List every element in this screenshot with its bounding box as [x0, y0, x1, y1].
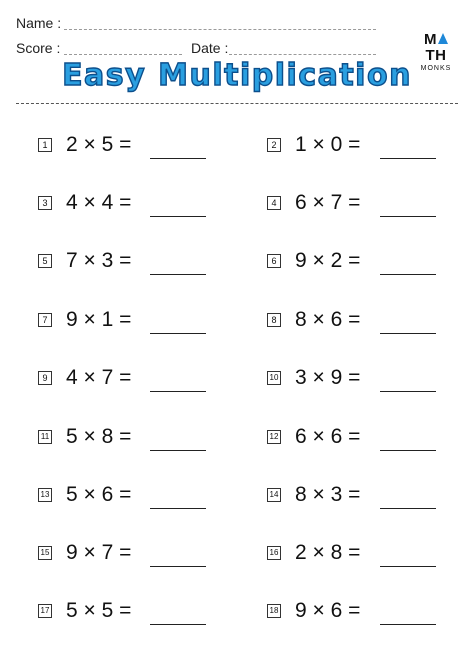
problem-9 — [38, 366, 213, 392]
problem-number: 4 — [267, 196, 281, 210]
logo-letter-m: M — [424, 31, 437, 48]
problem-5 — [38, 249, 213, 275]
answer-blank[interactable] — [150, 274, 206, 275]
problem-expression: 8 × 3 = — [295, 483, 361, 506]
answer-blank[interactable] — [150, 333, 206, 334]
name-input-line[interactable] — [64, 29, 376, 30]
problem-15 — [38, 541, 213, 567]
problem-number: 7 — [38, 313, 52, 327]
name-label: Name : — [16, 15, 62, 31]
problem-number: 3 — [38, 196, 52, 210]
answer-blank[interactable] — [380, 450, 436, 451]
problem-10 — [267, 366, 442, 392]
problem-number: 10 — [267, 371, 281, 385]
problem-expression: 5 × 8 = — [66, 425, 132, 448]
problem-2 — [267, 133, 442, 159]
problem-number: 17 — [38, 604, 52, 618]
title-divider — [16, 103, 458, 104]
answer-blank[interactable] — [150, 391, 206, 392]
answer-blank[interactable] — [380, 216, 436, 217]
problem-16 — [267, 541, 442, 567]
problem-expression: 7 × 3 = — [66, 249, 132, 272]
date-label: Date : — [191, 40, 229, 56]
problem-expression: 9 × 1 = — [66, 308, 132, 331]
problem-7 — [38, 308, 213, 334]
problem-expression: 9 × 6 = — [295, 599, 361, 622]
problem-4 — [267, 191, 442, 217]
problem-expression: 4 × 7 = — [66, 366, 132, 389]
logo-subtitle: MONKS — [420, 65, 452, 72]
problem-expression: 1 × 0 = — [295, 133, 361, 156]
problem-number: 16 — [267, 546, 281, 560]
score-label: Score : — [16, 40, 61, 56]
problem-11 — [38, 425, 213, 451]
problem-number: 1 — [38, 138, 52, 152]
problem-expression: 5 × 5 = — [66, 599, 132, 622]
problem-number: 9 — [38, 371, 52, 385]
answer-blank[interactable] — [150, 624, 206, 625]
problem-number: 13 — [38, 488, 52, 502]
problem-13 — [38, 483, 213, 509]
problem-17 — [38, 599, 213, 625]
worksheet-title: Easy Multiplication — [62, 58, 412, 93]
problem-6 — [267, 249, 442, 275]
problem-number: 8 — [267, 313, 281, 327]
problem-12 — [267, 425, 442, 451]
problem-number: 2 — [267, 138, 281, 152]
triangle-icon — [438, 33, 448, 44]
problem-expression: 6 × 6 = — [295, 425, 361, 448]
problem-expression: 3 × 9 = — [295, 366, 361, 389]
problem-number: 11 — [38, 430, 52, 444]
score-input-line[interactable] — [64, 54, 182, 55]
problem-14 — [267, 483, 442, 509]
answer-blank[interactable] — [150, 508, 206, 509]
answer-blank[interactable] — [150, 566, 206, 567]
problem-expression: 9 × 2 = — [295, 249, 361, 272]
problem-expression: 2 × 5 = — [66, 133, 132, 156]
answer-blank[interactable] — [380, 624, 436, 625]
answer-blank[interactable] — [380, 508, 436, 509]
problem-number: 6 — [267, 254, 281, 268]
problem-number: 14 — [267, 488, 281, 502]
problem-expression: 2 × 8 = — [295, 541, 361, 564]
problem-expression: 9 × 7 = — [66, 541, 132, 564]
problem-expression: 8 × 6 = — [295, 308, 361, 331]
problem-1 — [38, 133, 213, 159]
problem-expression: 5 × 6 = — [66, 483, 132, 506]
problem-18 — [267, 599, 442, 625]
date-input-line[interactable] — [229, 54, 376, 55]
answer-blank[interactable] — [380, 391, 436, 392]
problem-number: 12 — [267, 430, 281, 444]
problem-8 — [267, 308, 442, 334]
problem-3 — [38, 191, 213, 217]
answer-blank[interactable] — [150, 216, 206, 217]
answer-blank[interactable] — [380, 333, 436, 334]
answer-blank[interactable] — [380, 566, 436, 567]
answer-blank[interactable] — [150, 450, 206, 451]
answer-blank[interactable] — [150, 158, 206, 159]
problem-expression: 6 × 7 = — [295, 191, 361, 214]
answer-blank[interactable] — [380, 158, 436, 159]
problem-number: 15 — [38, 546, 52, 560]
problem-number: 18 — [267, 604, 281, 618]
problem-number: 5 — [38, 254, 52, 268]
problem-expression: 4 × 4 = — [66, 191, 132, 214]
logo-letters-th: TH — [425, 47, 447, 64]
answer-blank[interactable] — [380, 274, 436, 275]
